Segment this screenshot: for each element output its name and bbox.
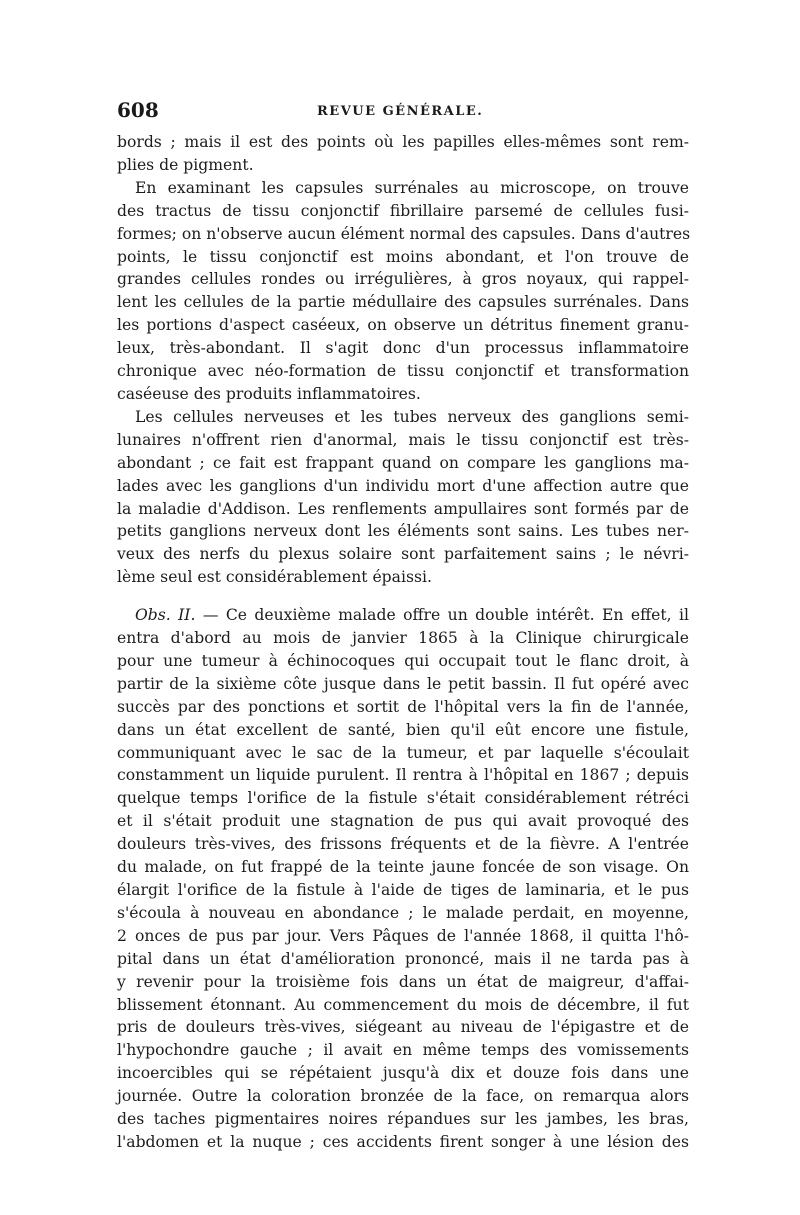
- text-line: petits ganglions nerveux dont les éléments sont sains. Les tubes ner-: [117, 522, 689, 541]
- paragraph-obs-2: [117, 604, 689, 1154]
- text-line: quelque temps l'orifice de la fistule s'était considérablement rétréci: [117, 789, 689, 808]
- text-line: y revenir pour la troisième fois dans un état de maigreur, d'affai-: [117, 972, 689, 991]
- text-line: élargit l'orifice de la fistule à l'aide de tiges de laminaria, et le pus: [117, 881, 689, 899]
- text-line: la maladie d'Addison. Les renflements ampullaires sont formés par de: [117, 499, 689, 518]
- text-line: l'abdomen et la nuque ; ces accidents firent songer à une lésion des: [117, 1132, 689, 1151]
- running-head: REVUE GÉNÉRALE.: [317, 104, 484, 119]
- text-line: dans un état excellent de santé, bien qu'il eût encore une fistule,: [117, 720, 689, 739]
- text-line: succès par des ponctions et sortit de l'hôpital vers la fin de l'année,: [117, 697, 689, 716]
- text-line: du malade, on fut frappé de la teinte jaune foncée de son visage. On: [117, 858, 689, 877]
- text-line: blissement étonnant. Au commencement du mois de décembre, il fut: [117, 995, 689, 1014]
- observation-label: Obs. II.: [135, 606, 196, 625]
- text-line: formes; on n'observe aucun élément normal des capsules. Dans d'autres: [117, 224, 691, 243]
- text-line: journée. Outre la coloration bronzée de la face, on remarqua alors: [117, 1087, 689, 1106]
- text-line: lades avec les ganglions d'un individu mort d'une affection autre que: [117, 476, 689, 495]
- text-line: chronique avec néo-formation de tissu conjonctif et transformation: [117, 362, 689, 381]
- text-line: Les cellules nerveuses et les tubes nerveux des ganglions semi-: [135, 407, 689, 426]
- text-line-rest: — Ce deuxième malade offre un double intérêt. En effet, il: [202, 606, 689, 625]
- page-header: [117, 98, 689, 124]
- text-line: lème seul est considérablement épaissi.: [117, 568, 432, 587]
- text-line: caséeuse des produits inflammatoires.: [117, 384, 421, 403]
- text-line: s'écoula à nouveau en abondance ; le malade perdait, en moyenne,: [117, 903, 689, 922]
- text-line: leux, très-abondant. Il s'agit donc d'un processus inflammatoire: [117, 339, 689, 358]
- text-line: points, le tissu conjonctif est moins abondant, et l'on trouve de: [117, 247, 689, 266]
- paragraph-3: [117, 406, 689, 589]
- paragraph-2: [117, 177, 689, 406]
- text-line: veux des nerfs du plexus solaire sont parfaitement sains ; le névri-: [117, 545, 689, 564]
- text-line: 2 onces de pus par jour. Vers Pâques de l'année 1868, il quitta l'hô-: [117, 926, 689, 945]
- text-line: entra d'abord au mois de janvier 1865 à la Clinique chirurgicale: [117, 629, 689, 648]
- text-line: En examinant les capsules surrénales au microscope, on trouve: [135, 178, 689, 197]
- page-number: 608: [117, 98, 159, 122]
- text-line: pour une tumeur à échinocoques qui occupait tout le flanc droit, à: [117, 651, 689, 670]
- text-line: abondant ; ce fait est frappant quand on compare les ganglions ma-: [117, 453, 689, 472]
- text-line: pital dans un état d'amélioration prononcé, mais il ne tarda pas à: [117, 949, 689, 968]
- text-line: lunaires n'offrent rien d'anormal, mais le tissu conjonctif est très-: [117, 430, 689, 449]
- body-text: [117, 131, 689, 1154]
- text-line: grandes cellules rondes ou irrégulières, à gros noyaux, qui rappel-: [117, 270, 689, 289]
- text-line: lent les cellules de la partie médullaire des capsules surrénales. Dans: [117, 293, 689, 312]
- text-line: [117, 604, 689, 627]
- text-line: l'hypochondre gauche ; il avait en même temps des vomissements: [117, 1041, 689, 1060]
- text-line: pris de douleurs très-vives, siégeant au niveau de l'épigastre et de: [117, 1018, 689, 1037]
- paragraph-1: [117, 131, 689, 177]
- section-gap: [117, 589, 689, 604]
- text-line: communiquant avec le sac de la tumeur, et par laquelle s'écoulait: [117, 743, 689, 762]
- text-line: les portions d'aspect caséeux, on observe un détritus finement granu-: [117, 316, 689, 335]
- text-line: constamment un liquide purulent. Il rentra à l'hôpital en 1867 ; depuis: [117, 766, 689, 785]
- text-line: partir de la sixième côte jusque dans le petit bassin. Il fut opéré avec: [117, 674, 689, 693]
- text-line: plies de pigment.: [117, 155, 254, 174]
- text-line: et il s'était produit une stagnation de pus qui avait provoqué des: [117, 812, 689, 831]
- text-line: des tractus de tissu conjonctif fibrillaire parsemé de cellules fusi-: [117, 201, 689, 220]
- text-line: douleurs très-vives, des frissons fréquents et de la fièvre. A l'entrée: [117, 835, 689, 854]
- text-line: incoercibles qui se répétaient jusqu'à dix et douze fois dans une: [117, 1064, 689, 1083]
- text-line: des taches pigmentaires noires répandues sur les jambes, les bras,: [117, 1110, 689, 1129]
- text-line: bords ; mais il est des points où les papilles elles-mêmes sont rem-: [117, 133, 689, 151]
